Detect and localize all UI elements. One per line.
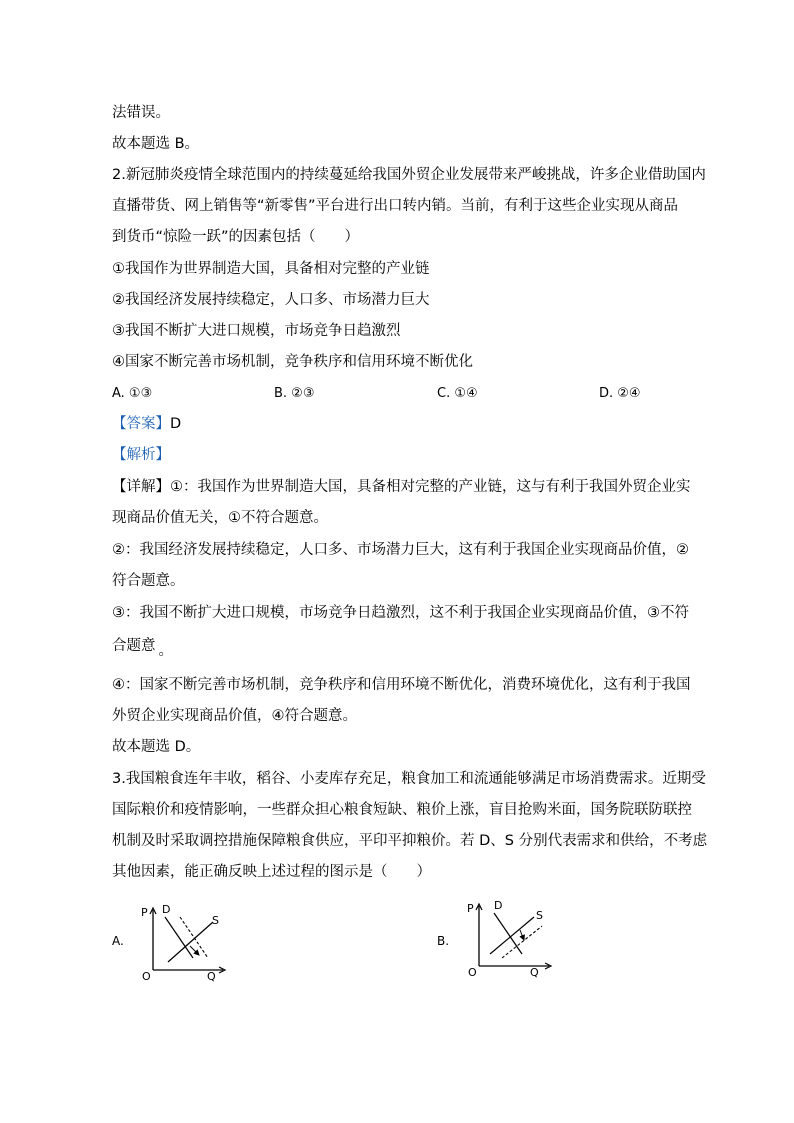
detail-line <box>112 637 173 659</box>
s-label: S <box>212 914 219 927</box>
p-label: P <box>467 902 474 915</box>
detail-line: ④：国家不断完善市场机制，竞争秩序和信用环境不断优化，消费环境优化，这有利于我国 <box>112 677 691 693</box>
d-label: D <box>162 903 171 916</box>
option-a: A. ①③ <box>112 386 153 401</box>
text-line: 法错误。 <box>112 105 170 121</box>
text-line: 故本题选 B。 <box>112 136 200 152</box>
origin-label: O <box>142 970 151 982</box>
detail-period: 。 <box>158 643 173 659</box>
d-label: D <box>494 899 503 912</box>
statement-2: ②我国经济发展持续稳定，人口多、市场潜力巨大 <box>112 292 430 308</box>
question-3-stem: 3.我国粮食连年丰收，稻谷、小麦库存充足，粮食加工和流通能够满足市场消费需求。近期受 <box>112 771 706 787</box>
detail-line: ③：我国不断扩大进口规模，市场竞争日趋激烈，这不利于我国企业实现商品价值，③不符 <box>112 605 689 621</box>
statement-1: ①我国作为世界制造大国，具备相对完整的产业链 <box>112 261 430 277</box>
shift-arrow <box>190 946 199 955</box>
figure-b-supply-demand-diagram <box>464 896 564 978</box>
analysis-tag: 【解析】 <box>112 447 170 463</box>
supply-curve <box>490 917 534 954</box>
s-label: S <box>536 909 543 922</box>
detail-line: 现商品价值无关，①不符合题意。 <box>112 510 328 526</box>
detail-text: 合题意 <box>112 638 156 654</box>
question-3-stem: 机制及时采取调控措施保障粮食供应，平印平抑粮价。若 D、S 分别代表需求和供给，不考虑 <box>112 833 708 849</box>
question-3-stem: 其他因素，能正确反映上述过程的图示是（ ） <box>112 864 431 880</box>
statement-3: ③我国不断扩大进口规模，市场竞争日趋激烈 <box>112 323 401 339</box>
origin-label: O <box>468 966 477 978</box>
question-2-stem: 直播带货、网上销售等“新零售”平台进行出口转内销。当前，有利于这些企业实现从商品 <box>112 198 679 214</box>
statement-4: ④国家不断完善市场机制，竞争秩序和信用环境不断优化 <box>112 354 473 370</box>
detail-line: 外贸企业实现商品价值，④符合题意。 <box>112 708 357 724</box>
figure-b-label: B. <box>437 934 450 948</box>
figure-a-supply-demand-diagram <box>138 900 238 982</box>
question-2-stem: 到货币“惊险一跃”的因素包括（ ） <box>112 229 360 245</box>
option-b: B. ②③ <box>274 386 315 401</box>
answer-line <box>112 415 181 433</box>
option-c: C. ①④ <box>437 386 478 401</box>
q-label: Q <box>530 966 539 978</box>
detail-line: ②：我国经济发展持续稳定，人口多、市场潜力巨大，这有利于我国企业实现商品价值，② <box>112 542 689 558</box>
shifted-curve <box>180 917 208 958</box>
answer-value: D <box>170 416 182 432</box>
figure-a-label: A. <box>112 934 124 948</box>
question-2-stem: 2.新冠肺炎疫情全球范围内的持续蔓延给我国外贸企业发展带来严峻挑战，许多企业借助国内 <box>112 167 706 183</box>
option-d: D. ②④ <box>599 386 641 401</box>
detail-line: 符合题意。 <box>112 573 185 589</box>
answer-tag: 【答案】 <box>112 416 170 432</box>
text-line: 故本题选 D。 <box>112 739 201 755</box>
detail-line: 【详解】①：我国作为世界制造大国，具备相对完整的产业链，这与有利于我国外贸企业实 <box>112 479 691 495</box>
question-3-stem: 国际粮价和疫情影响，一些群众担心粮食短缺、粮价上涨，盲目抢购米面，国务院联防联控 <box>112 802 692 818</box>
q-label: Q <box>207 970 216 982</box>
p-label: P <box>141 906 148 919</box>
shift-arrow <box>520 930 524 940</box>
